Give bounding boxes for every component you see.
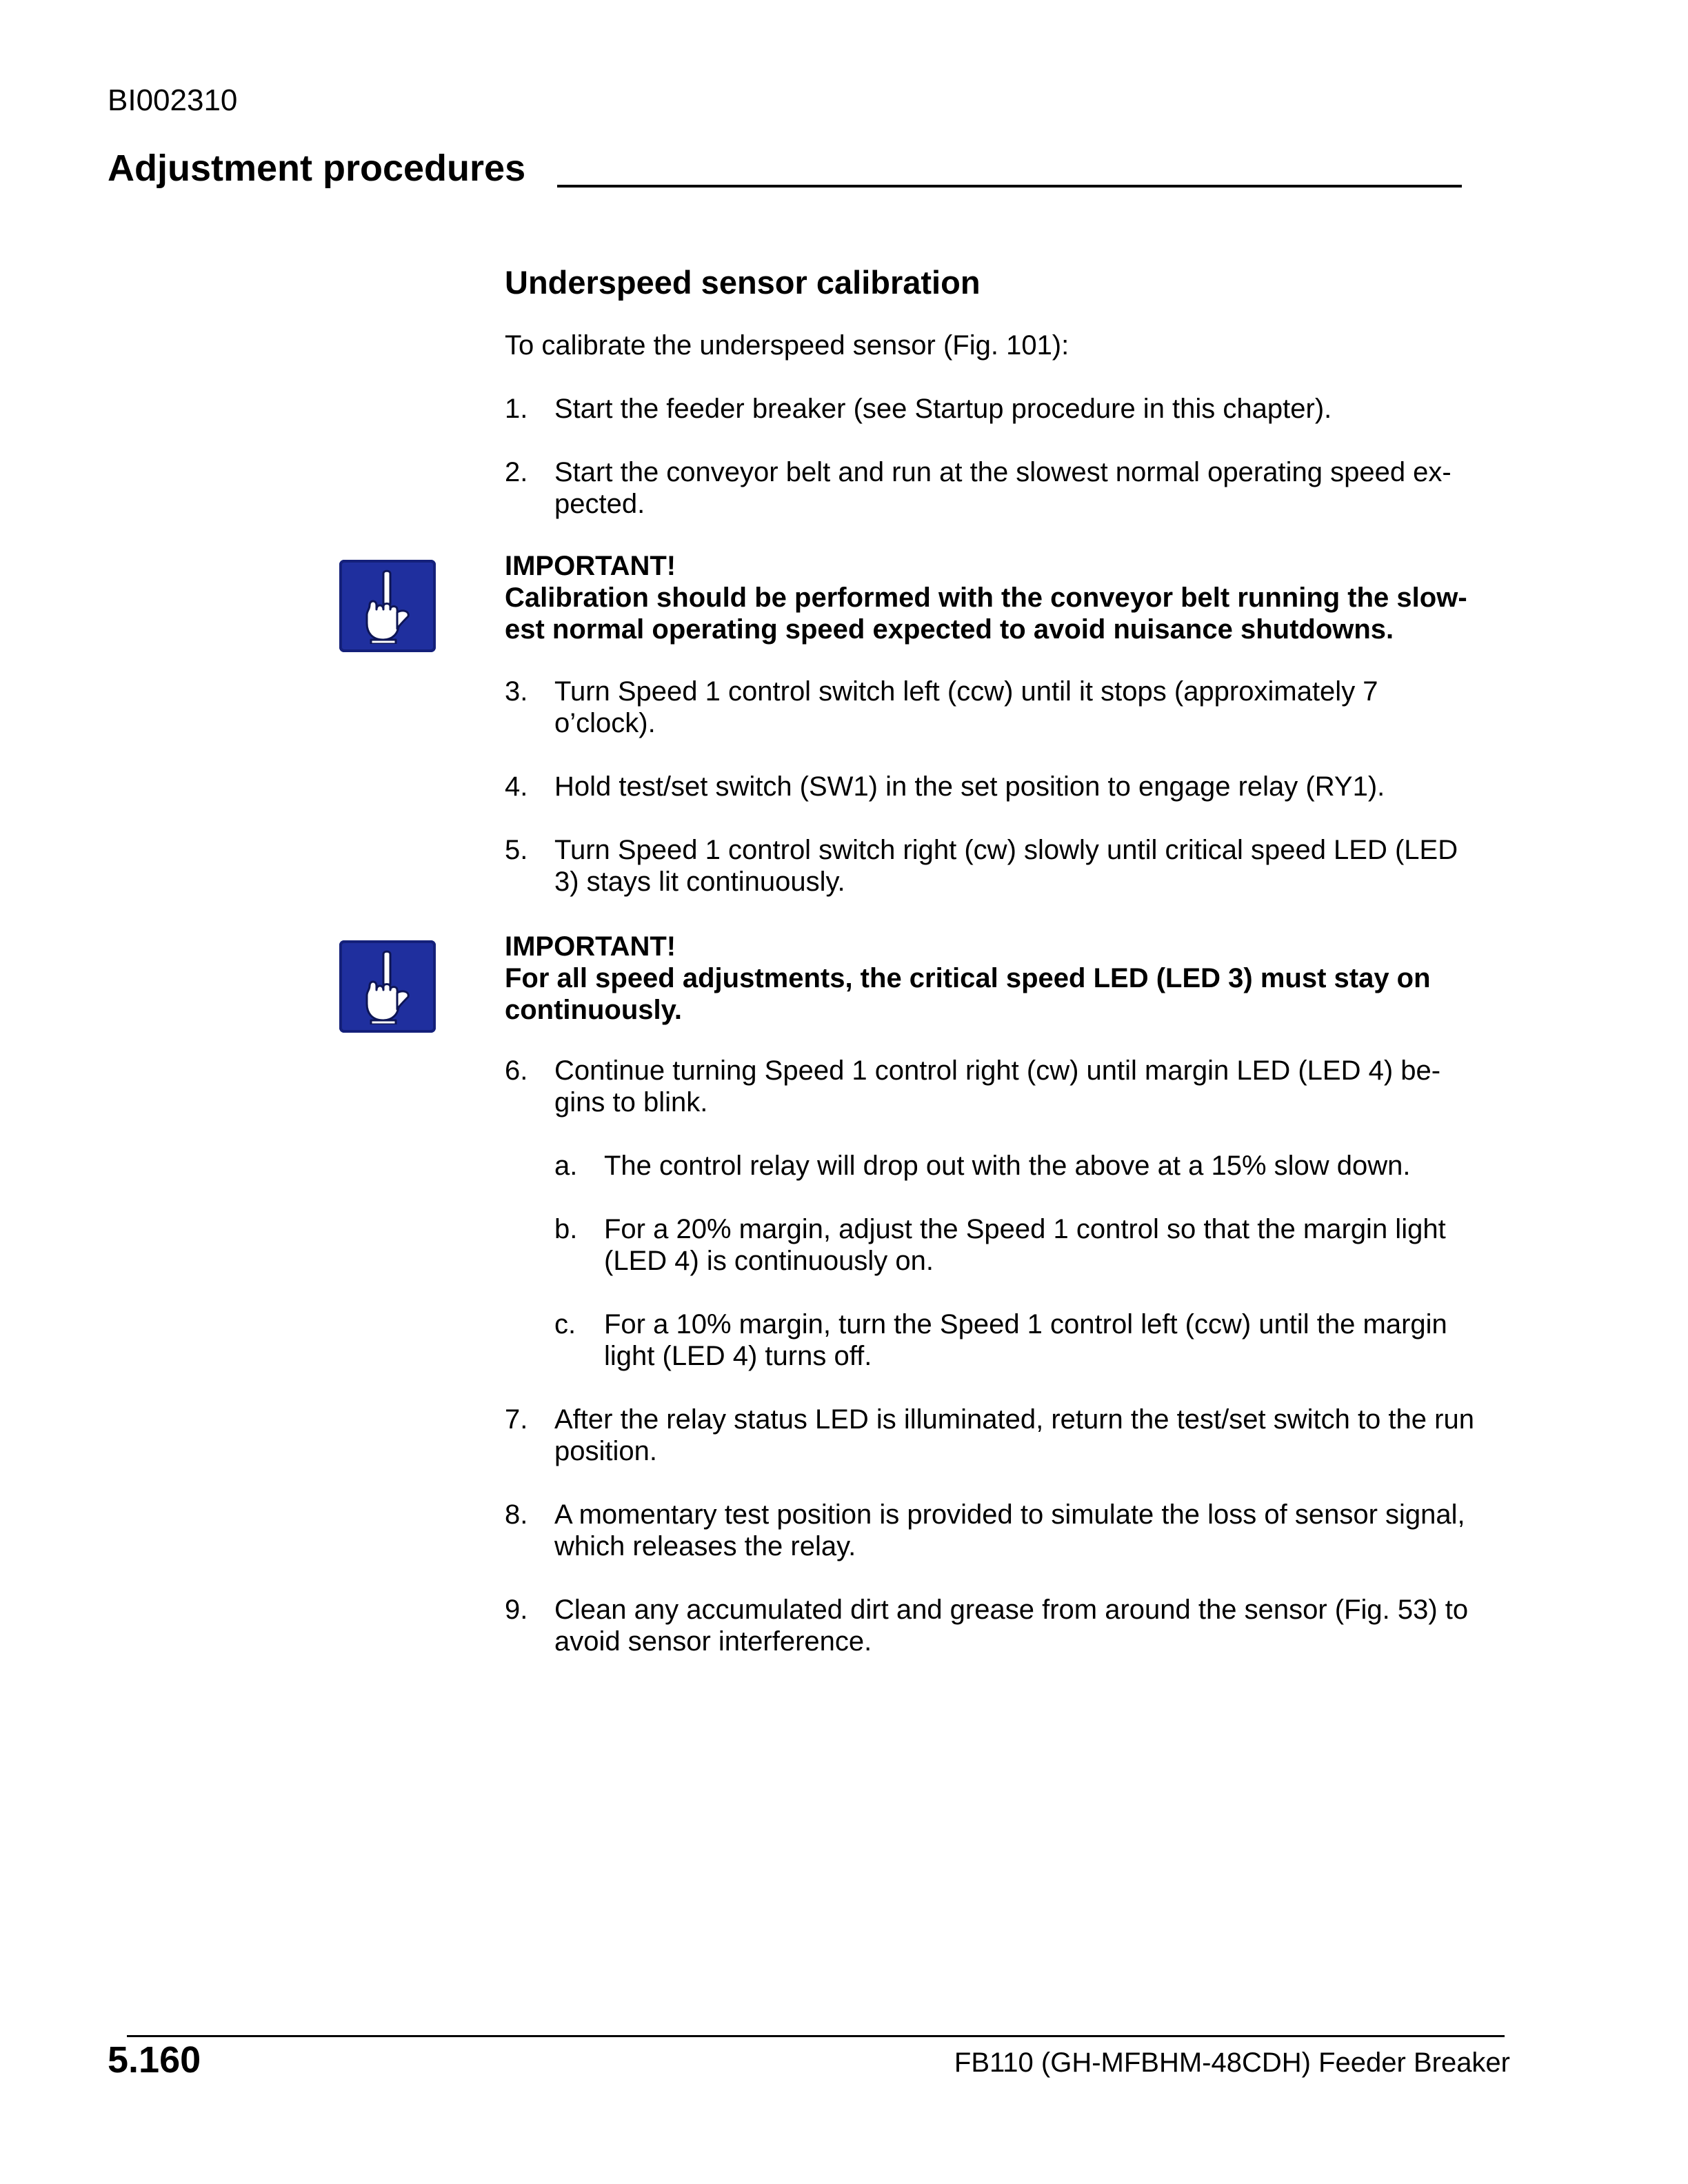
step-text: Start the feeder breaker (see Startup procedure in this chapter). [554,394,1332,424]
important-note-2 [505,931,1484,1026]
step-text: After the relay status LED is illuminated, return the test/set switch to the run position. [554,1404,1474,1466]
important-note-1 [505,550,1484,645]
step-text: Hold test/set switch (SW1) in the set position to engage relay (RY1). [554,771,1385,802]
substep-text: For a 10% margin, turn the Speed 1 control left (ccw) until the margin light (LED 4) turns off. [604,1309,1447,1371]
step-3 [505,676,1484,739]
step-text: Turn Speed 1 control switch left (ccw) until it stops (approximately 7 o’clock). [554,676,1378,738]
pointing-hand-icon [339,560,436,652]
step-1 [505,393,1484,425]
step-8 [505,1499,1484,1562]
note-title: IMPORTANT! [505,551,676,581]
substep-b [554,1213,1484,1277]
step-6 [505,1055,1484,1118]
footer-rule [127,2035,1505,2037]
note-title: IMPORTANT! [505,931,676,962]
substep-letter: b. [554,1214,578,1244]
step-2 [505,456,1484,520]
step-number: 8. [505,1499,528,1530]
step-text: Clean any accumulated dirt and grease from around the sensor (Fig. 53) to avoid sensor interference. [554,1595,1469,1657]
step-number: 1. [505,394,528,424]
step-text: Continue turning Speed 1 control right (cw) until margin LED (LED 4) be-gins to blink. [554,1055,1441,1118]
step-number: 5. [505,835,528,865]
note-text: For all speed adjustments, the critical speed LED (LED 3) must stay on continuously. [505,963,1431,1025]
substep-text: The control relay will drop out with the above at a 15% slow down. [604,1151,1411,1181]
substep-c [554,1308,1484,1372]
header-rule [557,185,1462,188]
section-heading: Adjustment procedures [108,148,526,189]
substep-letter: c. [554,1309,576,1339]
subsection-title: Underspeed sensor calibration [505,264,981,301]
substep-a [554,1150,1484,1182]
intro-paragraph: To calibrate the underspeed sensor (Fig. 101): [505,330,1069,361]
step-number: 4. [505,771,528,802]
step-number: 7. [505,1404,528,1435]
page-number: 5.160 [108,2039,201,2081]
substep-letter: a. [554,1151,578,1181]
step-9 [505,1594,1484,1657]
step-text: A momentary test position is provided to simulate the loss of sensor signal, which releases the relay. [554,1499,1465,1561]
page-header [108,146,1484,190]
step-7 [505,1404,1484,1467]
step-5 [505,834,1484,898]
pointing-hand-icon [339,940,436,1033]
note-text: Calibration should be performed with the conveyor belt running the slow-est normal operating speed expected to avoid nuisance shutdowns. [505,583,1467,645]
step-4 [505,771,1484,802]
footer-document-title: FB110 (GH-MFBHM-48CDH) Feeder Breaker [954,2048,1510,2078]
step-text: Start the conveyor belt and run at the slowest normal operating speed ex-pected. [554,457,1451,519]
step-number: 9. [505,1595,528,1625]
step-text: Turn Speed 1 control switch right (cw) slowly until critical speed LED (LED 3) stays lit continuously. [554,835,1458,897]
step-number: 2. [505,457,528,487]
step-number: 6. [505,1055,528,1086]
substep-text: For a 20% margin, adjust the Speed 1 control so that the margin light (LED 4) is continuously on. [604,1214,1446,1276]
document-id: BI002310 [108,83,238,117]
step-number: 3. [505,676,528,707]
